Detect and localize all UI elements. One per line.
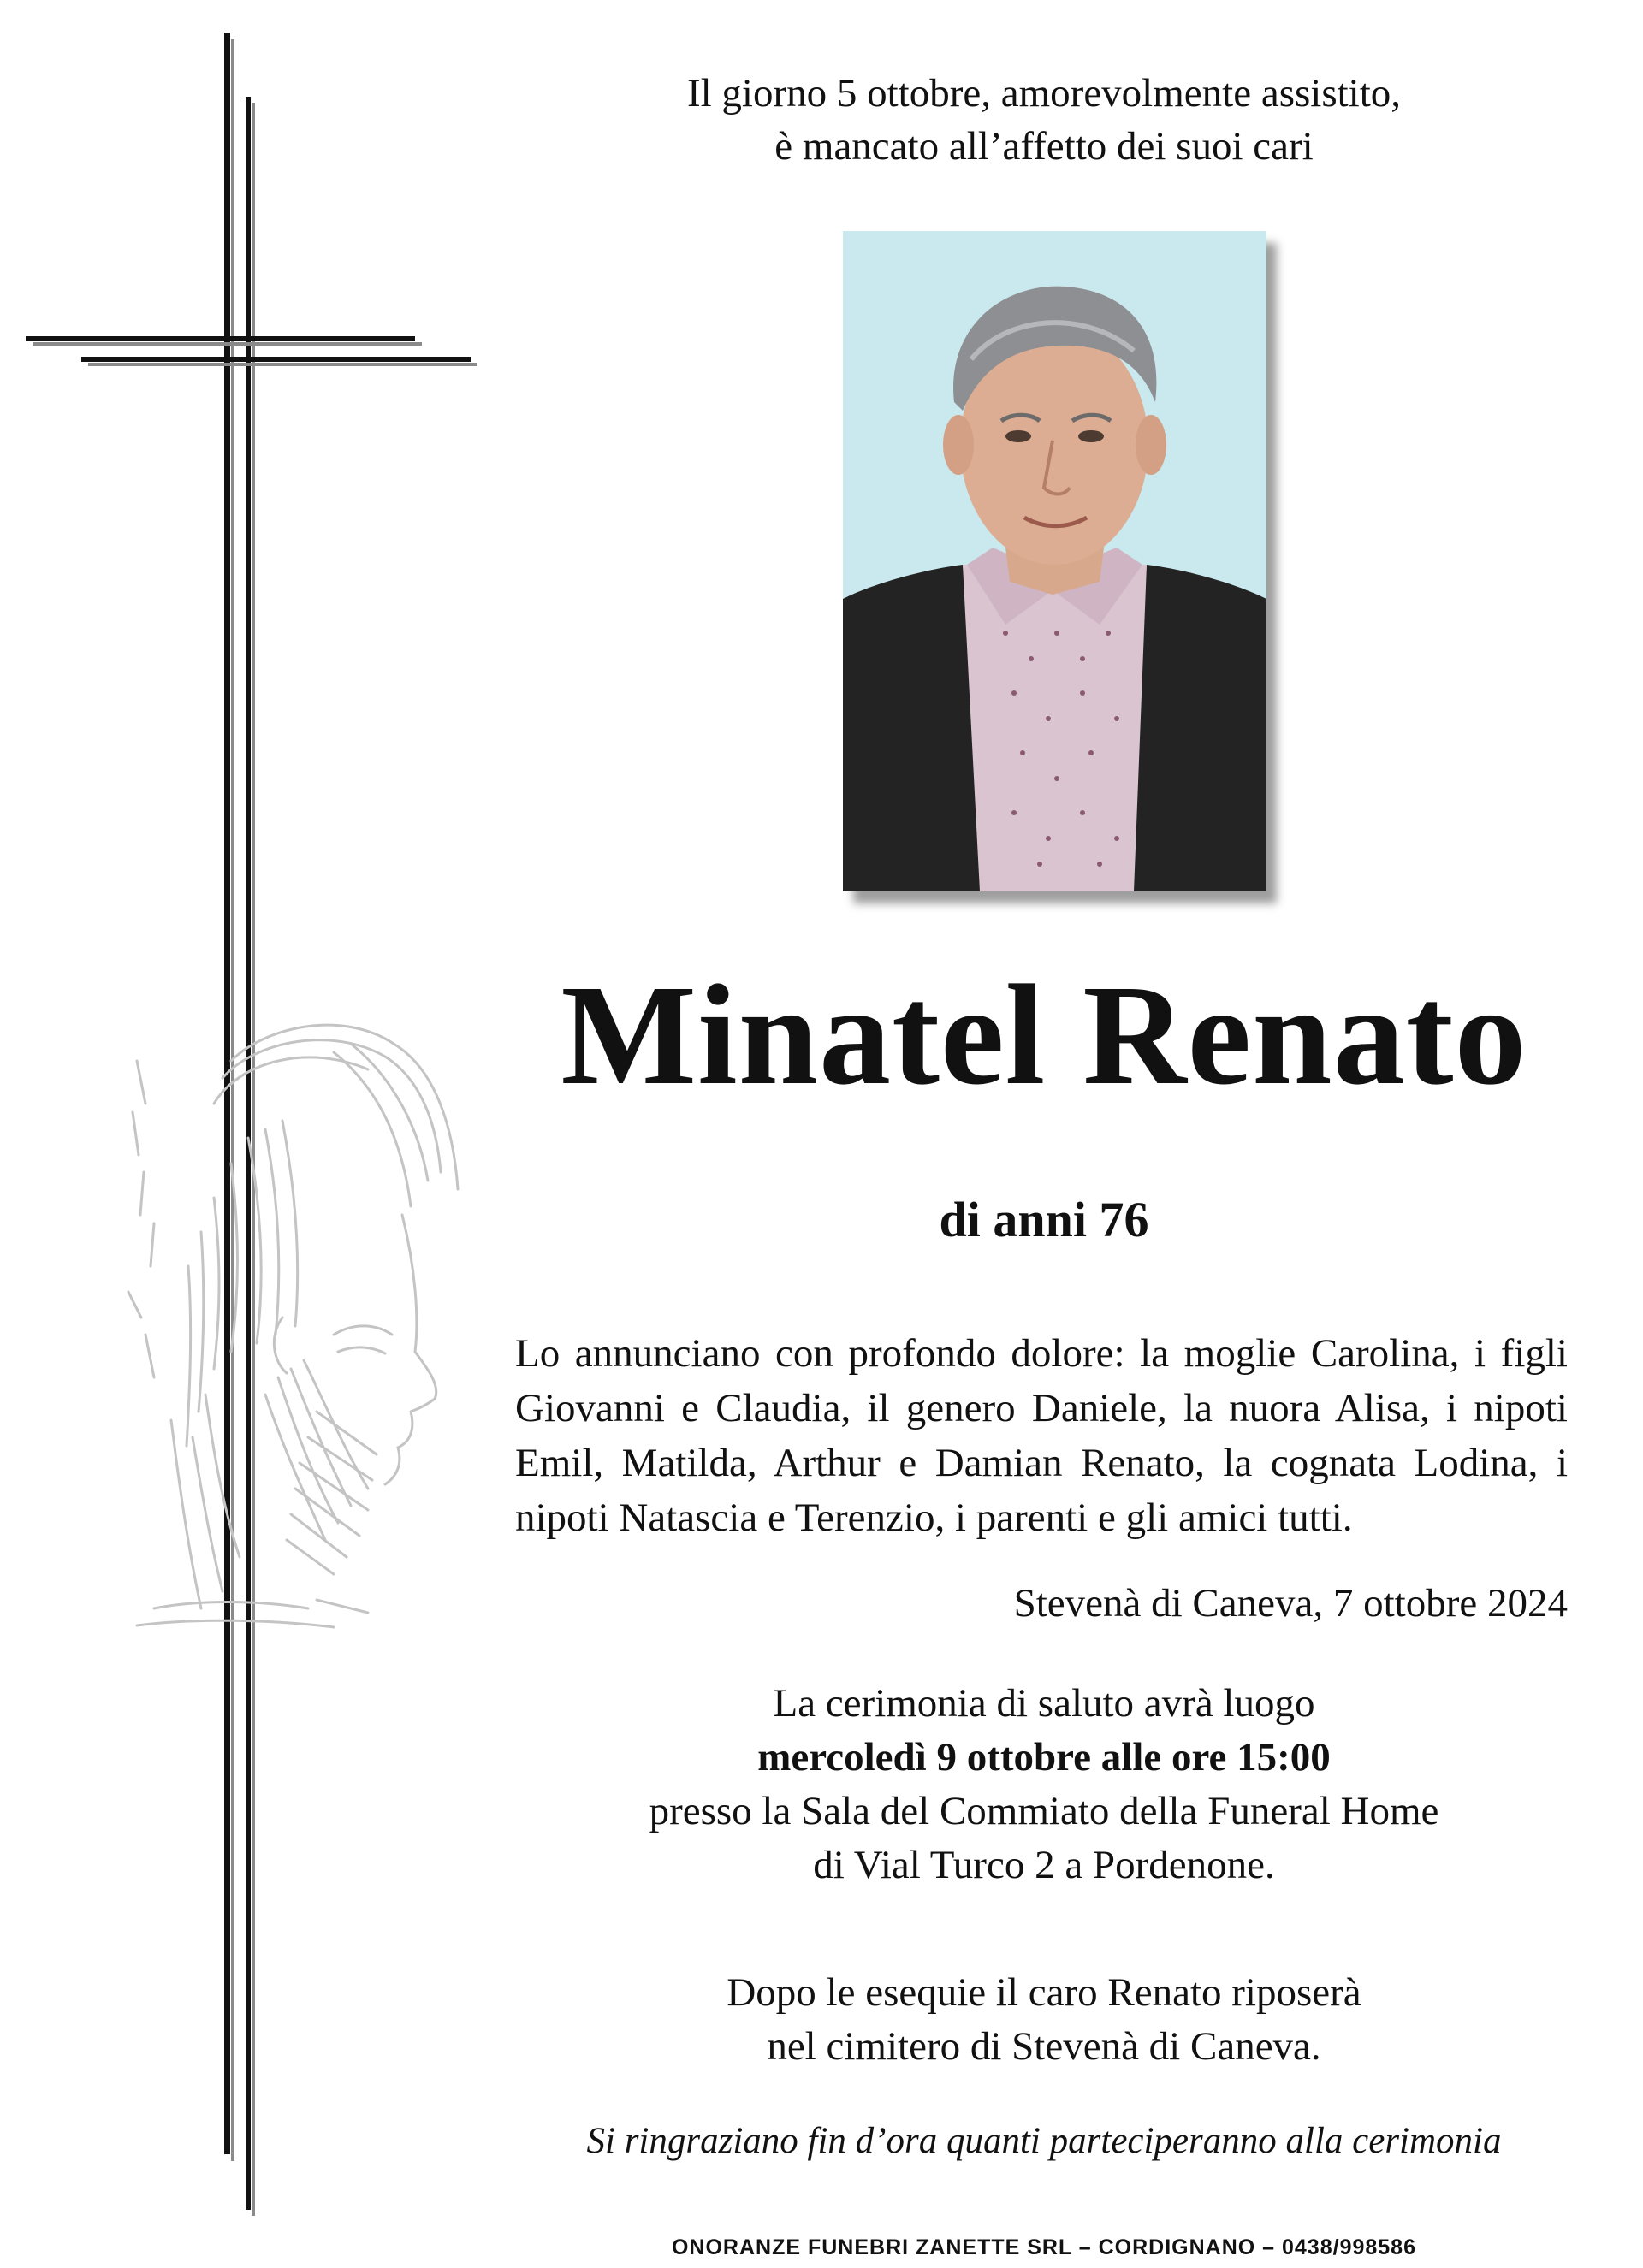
funeral-home-footer: ONORANZE FUNEBRI ZANETTE SRL – CORDIGNANO – 0438/998586 <box>671 2235 1416 2259</box>
deceased-name: Minatel Renato <box>561 956 1527 1115</box>
thanks-text: Si ringraziano fin d’ora quanti parteciperanno alla cerimonia <box>586 2121 1502 2161</box>
cross-horizontal-bar-shadow <box>88 363 477 366</box>
place-date: Stevenà di Caneva, 7 ottobre 2024 <box>1013 1581 1568 1625</box>
christ-sketch-illustration <box>120 1010 479 1643</box>
cross-horizontal-bar <box>26 336 415 341</box>
ceremony-line-3: presso la Sala del Commiato della Funeral Home <box>649 1789 1439 1833</box>
intro-line-2: è mancato all’affetto dei suoi cari <box>774 124 1314 169</box>
deceased-age: di anni 76 <box>939 1192 1149 1247</box>
intro-text <box>513 67 1575 173</box>
burial-line-1: Dopo le esequie il caro Renato riposerà <box>727 1970 1361 2015</box>
cross-horizontal-bar-shadow <box>33 342 422 346</box>
ceremony-line-4: di Vial Turco 2 a Pordenone. <box>813 1843 1275 1887</box>
ceremony-datetime: mercoledì 9 ottobre alle ore 15:00 <box>757 1735 1331 1779</box>
cross-horizontal-bar <box>81 357 471 362</box>
intro-line-1: Il giorno 5 ottobre, amorevolmente assistito, <box>686 71 1402 115</box>
ceremony-info <box>513 1677 1575 1892</box>
burial-line-2: nel cimitero di Stevenà di Caneva. <box>767 2024 1321 2069</box>
announcement-text: Lo annunciano con profondo dolore: la moglie Carolina, i figli Giovanni e Claudia, il genero Daniele, la nuora Alisa, i nipoti Emil, Matilda, Arthur e Damian Renato, la cognata Lodina, i nipoti Natascia e Terenzio, i parenti e gli amici tutti. <box>515 1331 1568 1540</box>
portrait-photo <box>843 231 1266 891</box>
burial-info <box>513 1966 1575 2074</box>
ceremony-line-1: La cerimonia di saluto avrà luogo <box>773 1681 1315 1726</box>
portrait-image <box>843 231 1266 891</box>
